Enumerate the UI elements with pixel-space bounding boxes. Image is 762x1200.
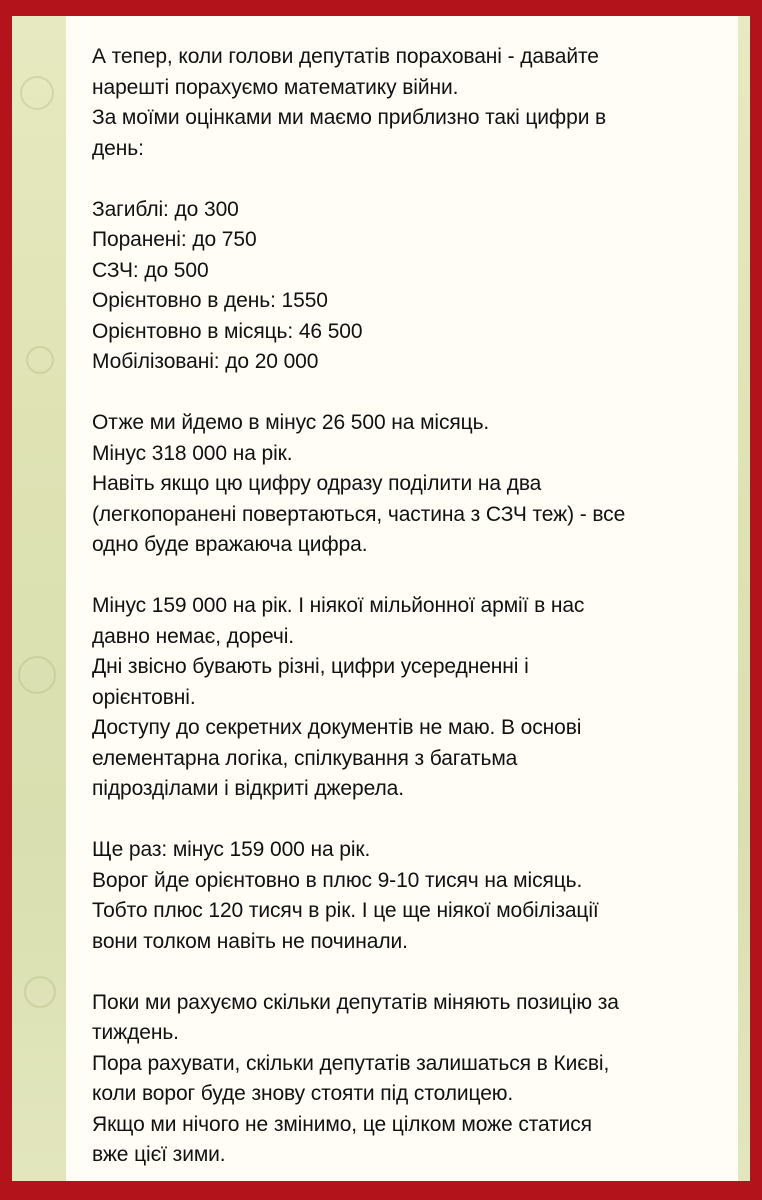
message-paragraph (92, 988, 714, 1171)
message-line: коли ворог буде знову стояти під столицею. (92, 1082, 514, 1105)
message-line: Навіть якщо цю цифру одразу поділити на два (92, 472, 542, 495)
message-line: Доступу до секретних документів не маю. В основі (92, 716, 582, 739)
message-line: Тобто плюс 120 тисяч в рік. І це ще ніякої мобілізації (92, 899, 599, 922)
message-line: вже цієї зими. (92, 1143, 226, 1166)
message-paragraph (92, 591, 714, 805)
message-line: СЗЧ: до 500 (92, 258, 209, 282)
message-line: Якщо ми нічого не змінимо, це цілком може статися (92, 1112, 592, 1136)
message-line: Мобілізовані: до 20 000 (92, 350, 319, 373)
message-paragraph (92, 835, 714, 957)
message-line: Ворог йде орієнтовно в плюс 9-10 тисяч на місяць. (92, 868, 583, 892)
message-line: А тепер, коли голови депутатів пораховані - давайте (92, 45, 599, 68)
chat-background (12, 16, 750, 1181)
message-line: одно буде вражаюча цифра. (92, 533, 368, 556)
message-line: вони толком навіть не починали. (92, 929, 408, 953)
message-line: давно немає, доречі. (92, 624, 295, 648)
message-paragraph (92, 42, 714, 164)
message-line: Орієнтовно в місяць: 46 500 (92, 319, 363, 343)
message-paragraph (92, 195, 714, 378)
message-line: Поранені: до 750 (92, 228, 257, 251)
message-bubble (66, 16, 738, 1181)
message-line: Мінус 318 000 на рік. (92, 441, 293, 465)
message-line: Дні звісно бувають різні, цифри усередненні і (92, 655, 529, 678)
message-line: Поки ми рахуємо скільки депутатів міняють позицію за (92, 990, 619, 1014)
background-doodle (24, 976, 56, 1008)
message-line: (легкопоранені повертаються, частина з СЗЧ теж) - все (92, 502, 626, 526)
message-line: Пора рахувати, скільки депутатів залишаться в Києві, (92, 1051, 610, 1075)
message-line: нарешті порахуємо математику війни. (92, 75, 459, 99)
message-line: елементарна логіка, спілкування з багатьма (92, 746, 518, 770)
message-line: Загиблі: до 300 (92, 197, 239, 221)
message-line: Мінус 159 000 на рік. І ніякої мільйонної армії в нас (92, 594, 585, 617)
message-paragraph (92, 408, 714, 561)
message-line: підрозділами і відкриті джерела. (92, 777, 404, 800)
message-line: орієнтовні. (92, 685, 196, 709)
message-line: Ще раз: мінус 159 000 на рік. (92, 838, 371, 861)
message-line: Отже ми йдемо в мінус 26 500 на місяць. (92, 411, 490, 434)
background-doodle (18, 656, 56, 694)
message-line: Орієнтовно в день: 1550 (92, 289, 328, 312)
background-doodle (20, 76, 54, 110)
message-line: За моїми оцінками ми маємо приблизно такі цифри в (92, 106, 607, 129)
message-line: день: (92, 136, 144, 160)
message-line: тиждень. (92, 1021, 179, 1044)
background-doodle (26, 346, 54, 374)
